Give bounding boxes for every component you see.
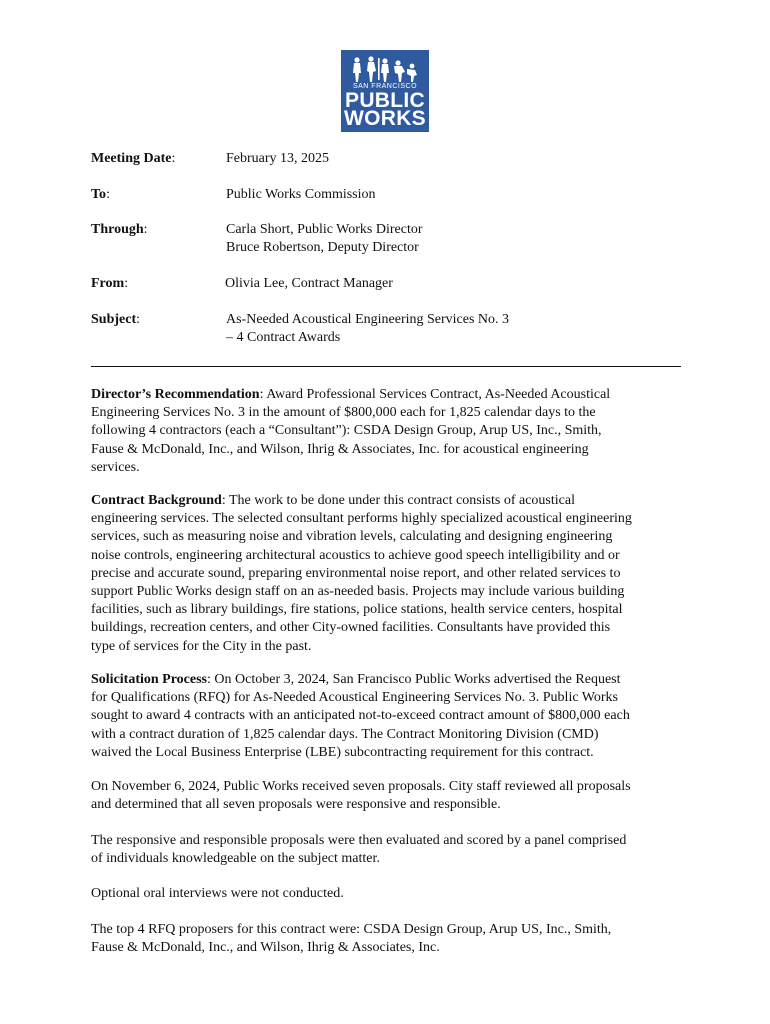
panel-paragraph: [91, 832, 691, 868]
solicitation-line: : On October 3, 2024, San Francisco Public Works advertised the Request: [207, 672, 621, 687]
background-heading: Contract Background: [91, 493, 222, 508]
workers-silhouette-icon: [349, 54, 421, 84]
from-value: Olivia Lee, Contract Manager: [225, 276, 393, 291]
background-line: services, such as measuring noise and vibration levels, calculating and designing engineering: [91, 529, 613, 545]
solicitation-line: with a contract duration of 1,825 calendar days. The Contract Monitoring Division (CMD): [91, 726, 599, 742]
logo-works-text: WORKS: [344, 107, 426, 130]
logo-city-text: SAN FRANCISCO: [352, 83, 418, 90]
meeting-date-label: Meeting Date: [91, 151, 172, 166]
solicitation-paragraph: [91, 671, 691, 762]
proposals-line: On November 6, 2024, Public Works received seven proposals. City staff reviewed all proposals: [91, 779, 631, 794]
meeting-date-value: February 13, 2025: [226, 151, 330, 166]
recommendation-heading: Director’s Recommendation: [91, 387, 260, 402]
background-line: : The work to be done under this contract consists of acoustical: [221, 493, 575, 508]
recommendation-line: following 4 contractors (each a “Consultant”): CSDA Design Group, Arup US, Inc., Smith,: [91, 423, 602, 439]
proposals-paragraph: [91, 778, 691, 814]
through-label: Through: [91, 222, 144, 237]
memo-page: SAN FRANCISCO PUBLIC WORKS Meeting Date: February 13, 2025 To: Public Works Commission Through: Carla Short, Public Works Director Bruce Robertson, Deputy Director From: Olivia Lee, Contract Manager Subject: As-Needed Acoustical Engineering Services No. 3 – 4 Contract Awards Director’s Recommendation: Award Professional Services Contract, As-Needed Acoustical Engineering Services No. 3 in the amount of $800,000 each for 1,825 calendar days to the following 4 contractors (each a “Consultant”): CSDA Design Group, Arup US, Inc., Smith, Fause & McDonald, Inc., and Wilson, Ihrig & Associates, Inc. for acoustical engineering services. Contract Background: The work to be done under this contract consists of acoustical engineering services. The selected consultant performs highly specialized acoustical engineering services, such as measuring noise and vibration levels, calculating and designing engineering noise controls, engineering architectural acoustics to achieve good speech intelligibility and or precise and accurate sound, preparing environmental noise report, and other related services to support Public Works design staff on an as-needed basis. Projects may include various building facilities, such as library buildings, fire stations, police stations, health service centers, hospital buildings, recreation centers, and other City-owned facilities. Consultants have provided this type of services for the City in the past. Solicitation Process: On October 3, 2024, San Francisco Public Works advertised the Request for Qualifications (RFQ) for As-Needed Acoustical Engineering Services No. 3. Public Works sought to award 4 contracts with an anticipated not-to-exceed contract amount of $800,000 each with a contract duration of 1,825 calendar days. The Contract Monitoring Division (CMD) waived the Local Business Enterprise (LBE) subcontracting requirement for this contract. On November 6, 2024, Public Works received seven proposals. City staff reviewed all proposals and determined that all seven proposals were responsive and responsible. The responsive and responsible proposals were then evaluated and scored by a panel comprised of individuals knowledgeable on the subject matter. Optional oral interviews were not conducted. The top 4 RFQ proposers for this contract were: CSDA Design Group, Arup US, Inc., Smith, Fause & McDonald, Inc., and Wilson, Ihrig & Associates, Inc.: [0, 0, 770, 1024]
background-line: engineering services. The selected consultant performs highly specialized acoustical engineering: [91, 511, 632, 527]
from-label: From: [91, 276, 125, 291]
public-works-logo: [341, 50, 429, 132]
background-line: type of services for the City in the past.: [91, 638, 312, 654]
solicitation-line: waived the Local Business Enterprise (LBE) subcontracting requirement for this contract.: [91, 744, 594, 760]
background-line: precise and accurate sound, preparing environmental noise report, and other related services to: [91, 565, 621, 581]
subject-label: Subject: [91, 312, 137, 327]
to-value: Public Works Commission: [226, 187, 376, 202]
background-line: buildings, recreation centers, and other City-owned facilities. Consultants have provided this: [91, 620, 611, 636]
background-line: noise controls, engineering architectural acoustics to achieve good speech intelligibility and or: [91, 547, 620, 563]
subject-value-2: – 4 Contract Awards: [226, 330, 341, 345]
recommendation-line: : Award Professional Services Contract, As-Needed Acoustical: [259, 387, 611, 402]
proposals-line: and determined that all seven proposals were responsive and responsible.: [91, 797, 501, 813]
top-proposers-line: The top 4 RFQ proposers for this contract were: CSDA Design Group, Arup US, Inc., Smith,: [91, 922, 612, 937]
solicitation-line: sought to award 4 contracts with an anticipated not-to-exceed contract amount of $800,000 each: [91, 708, 630, 724]
logo-public-text: PUBLIC: [345, 89, 425, 112]
panel-line: of individuals knowledgeable on the subject matter.: [91, 851, 380, 867]
recommendation-line: Engineering Services No. 3 in the amount of $800,000 each for 1,825 calendar days to the: [91, 405, 596, 421]
recommendation-line: Fause & McDonald, Inc., and Wilson, Ihrig & Associates, Inc. for acoustical engineering: [91, 441, 589, 457]
panel-line: The responsive and responsible proposals were then evaluated and scored by a panel comprised: [91, 833, 627, 848]
top-proposers-paragraph: [91, 921, 691, 957]
solicitation-line: for Qualifications (RFQ) for As-Needed Acoustical Engineering Services No. 3. Public Works: [91, 690, 619, 706]
background-line: facilities, such as library buildings, fire stations, police stations, health service centers, hospital: [91, 602, 623, 618]
to-label: To: [91, 187, 107, 202]
recommendation-paragraph: [91, 386, 691, 477]
recommendation-line: services.: [91, 459, 140, 475]
background-paragraph: [91, 492, 691, 656]
background-line: support Public Works design staff on an as-needed basis. Projects may include various building: [91, 584, 625, 600]
through-value-1: Carla Short, Public Works Director: [226, 222, 423, 237]
subject-value-1: As-Needed Acoustical Engineering Services No. 3: [226, 312, 510, 327]
interviews-line: Optional oral interviews were not conducted.: [91, 886, 344, 901]
top-proposers-line: Fause & McDonald, Inc., and Wilson, Ihrig & Associates, Inc.: [91, 940, 440, 956]
header-divider: [91, 366, 681, 367]
through-value-2: Bruce Robertson, Deputy Director: [226, 240, 419, 255]
solicitation-heading: Solicitation Process: [91, 672, 208, 687]
interviews-paragraph: [91, 885, 691, 903]
